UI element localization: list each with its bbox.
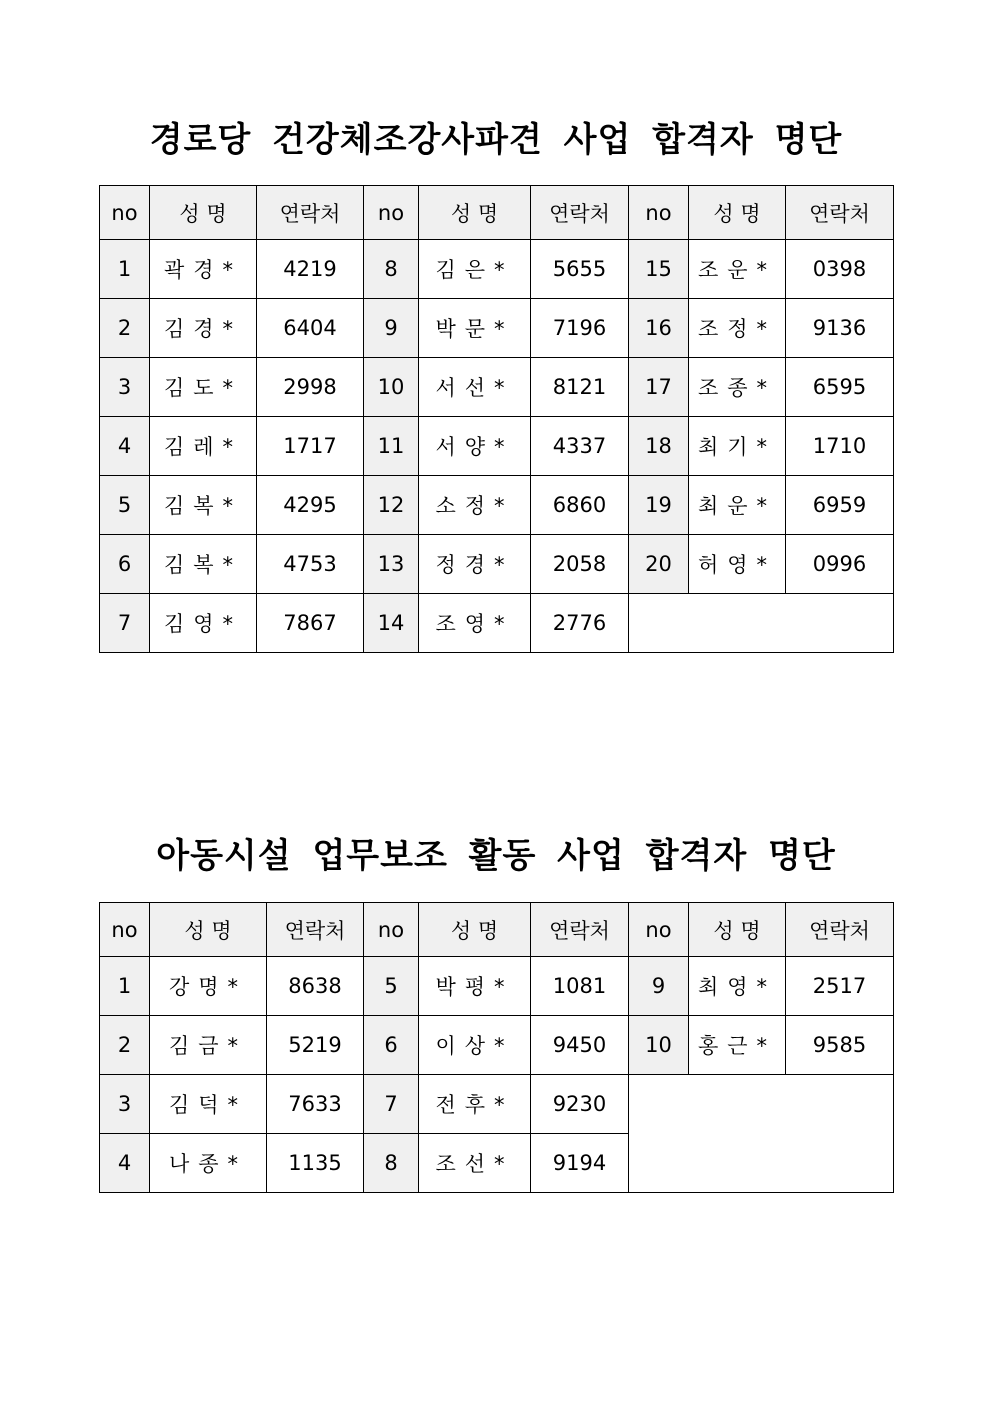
header-no: no xyxy=(100,903,150,957)
roster-table-elderly-center xyxy=(99,185,894,653)
entry-no: 5 xyxy=(100,476,150,535)
entry-name: 김경* xyxy=(150,299,257,358)
entry-phone: 9194 xyxy=(531,1134,629,1193)
entry-phone: 7196 xyxy=(531,299,629,358)
entry-name: 김덕* xyxy=(150,1075,267,1134)
table-row xyxy=(100,1016,894,1075)
entry-no: 9 xyxy=(629,957,689,1016)
entry-phone: 8121 xyxy=(531,358,629,417)
entry-phone: 0996 xyxy=(786,535,894,594)
entry-phone: 1081 xyxy=(531,957,629,1016)
entry-no: 7 xyxy=(364,1075,419,1134)
entry-name: 소정* xyxy=(419,476,531,535)
header-name: 성 명 xyxy=(150,903,267,957)
entry-name: 김영* xyxy=(150,594,257,653)
entry-name: 조종* xyxy=(689,358,786,417)
table-row xyxy=(100,299,894,358)
header-no: no xyxy=(364,186,419,240)
header-name: 성 명 xyxy=(419,186,531,240)
entry-no: 3 xyxy=(100,358,150,417)
table-row xyxy=(100,957,894,1016)
entry-phone: 2058 xyxy=(531,535,629,594)
entry-no: 15 xyxy=(629,240,689,299)
header-no: no xyxy=(100,186,150,240)
entry-phone: 6959 xyxy=(786,476,894,535)
entry-name: 김복* xyxy=(150,476,257,535)
table-row xyxy=(100,476,894,535)
entry-name: 김금* xyxy=(150,1016,267,1075)
entry-name: 박평* xyxy=(419,957,531,1016)
empty-cell xyxy=(629,594,894,653)
header-name: 성 명 xyxy=(689,903,786,957)
entry-name: 홍근* xyxy=(689,1016,786,1075)
entry-name: 김도* xyxy=(150,358,257,417)
entry-phone: 6404 xyxy=(257,299,364,358)
entry-no: 17 xyxy=(629,358,689,417)
entry-phone: 2776 xyxy=(531,594,629,653)
table-row xyxy=(100,594,894,653)
entry-no: 7 xyxy=(100,594,150,653)
table-row xyxy=(100,358,894,417)
entry-name: 조영* xyxy=(419,594,531,653)
header-phone: 연락처 xyxy=(531,903,629,957)
entry-no: 14 xyxy=(364,594,419,653)
entry-no: 19 xyxy=(629,476,689,535)
header-name: 성 명 xyxy=(150,186,257,240)
entry-phone: 4295 xyxy=(257,476,364,535)
section2-title: 아동시설 업무보조 활동 사업 합격자 명단 xyxy=(156,836,836,876)
entry-phone: 4337 xyxy=(531,417,629,476)
entry-phone: 2998 xyxy=(257,358,364,417)
header-row xyxy=(100,186,894,240)
entry-phone: 6860 xyxy=(531,476,629,535)
header-phone: 연락처 xyxy=(267,903,364,957)
entry-no: 4 xyxy=(100,1134,150,1193)
entry-name: 최영* xyxy=(689,957,786,1016)
entry-no: 2 xyxy=(100,299,150,358)
header-no: no xyxy=(629,903,689,957)
entry-name: 서양* xyxy=(419,417,531,476)
header-phone: 연락처 xyxy=(531,186,629,240)
header-name: 성 명 xyxy=(419,903,531,957)
entry-name: 서선* xyxy=(419,358,531,417)
entry-no: 8 xyxy=(364,240,419,299)
entry-name: 곽경* xyxy=(150,240,257,299)
entry-name: 김은* xyxy=(419,240,531,299)
entry-phone: 9230 xyxy=(531,1075,629,1134)
entry-no: 10 xyxy=(364,358,419,417)
entry-phone: 6595 xyxy=(786,358,894,417)
entry-name: 조정* xyxy=(689,299,786,358)
entry-name: 박문* xyxy=(419,299,531,358)
entry-name: 정경* xyxy=(419,535,531,594)
entry-name: 이상* xyxy=(419,1016,531,1075)
entry-phone: 1717 xyxy=(257,417,364,476)
entry-no: 11 xyxy=(364,417,419,476)
entry-no: 2 xyxy=(100,1016,150,1075)
section1-title: 경로당 건강체조강사파견 사업 합격자 명단 xyxy=(149,120,843,160)
roster-table-child-facility xyxy=(99,902,894,1193)
entry-phone: 9136 xyxy=(786,299,894,358)
entry-no: 12 xyxy=(364,476,419,535)
entry-phone: 5219 xyxy=(267,1016,364,1075)
header-phone: 연락처 xyxy=(786,186,894,240)
entry-no: 8 xyxy=(364,1134,419,1193)
entry-phone: 1135 xyxy=(267,1134,364,1193)
header-no: no xyxy=(364,903,419,957)
entry-no: 6 xyxy=(364,1016,419,1075)
entry-phone: 8638 xyxy=(267,957,364,1016)
entry-name: 조선* xyxy=(419,1134,531,1193)
table-row xyxy=(100,417,894,476)
entry-no: 5 xyxy=(364,957,419,1016)
entry-phone: 7633 xyxy=(267,1075,364,1134)
entry-name: 최운* xyxy=(689,476,786,535)
table-row xyxy=(100,240,894,299)
entry-phone: 2517 xyxy=(786,957,894,1016)
entry-phone: 7867 xyxy=(257,594,364,653)
entry-no: 3 xyxy=(100,1075,150,1134)
entry-phone: 9450 xyxy=(531,1016,629,1075)
empty-cell xyxy=(629,1075,894,1193)
entry-no: 4 xyxy=(100,417,150,476)
entry-name: 김레* xyxy=(150,417,257,476)
entry-no: 1 xyxy=(100,240,150,299)
table-row xyxy=(100,535,894,594)
entry-no: 13 xyxy=(364,535,419,594)
header-phone: 연락처 xyxy=(257,186,364,240)
entry-phone: 4219 xyxy=(257,240,364,299)
header-phone: 연락처 xyxy=(786,903,894,957)
table-row xyxy=(100,1075,894,1134)
header-no: no xyxy=(629,186,689,240)
entry-no: 10 xyxy=(629,1016,689,1075)
entry-name: 강명* xyxy=(150,957,267,1016)
entry-no: 20 xyxy=(629,535,689,594)
entry-phone: 0398 xyxy=(786,240,894,299)
header-row xyxy=(100,903,894,957)
entry-name: 김복* xyxy=(150,535,257,594)
entry-phone: 9585 xyxy=(786,1016,894,1075)
entry-no: 1 xyxy=(100,957,150,1016)
header-name: 성 명 xyxy=(689,186,786,240)
entry-name: 조운* xyxy=(689,240,786,299)
entry-name: 최기* xyxy=(689,417,786,476)
entry-phone: 4753 xyxy=(257,535,364,594)
entry-no: 6 xyxy=(100,535,150,594)
entry-name: 허영* xyxy=(689,535,786,594)
entry-no: 18 xyxy=(629,417,689,476)
entry-no: 9 xyxy=(364,299,419,358)
entry-no: 16 xyxy=(629,299,689,358)
entry-phone: 5655 xyxy=(531,240,629,299)
entry-name: 전후* xyxy=(419,1075,531,1134)
entry-name: 나종* xyxy=(150,1134,267,1193)
entry-phone: 1710 xyxy=(786,417,894,476)
